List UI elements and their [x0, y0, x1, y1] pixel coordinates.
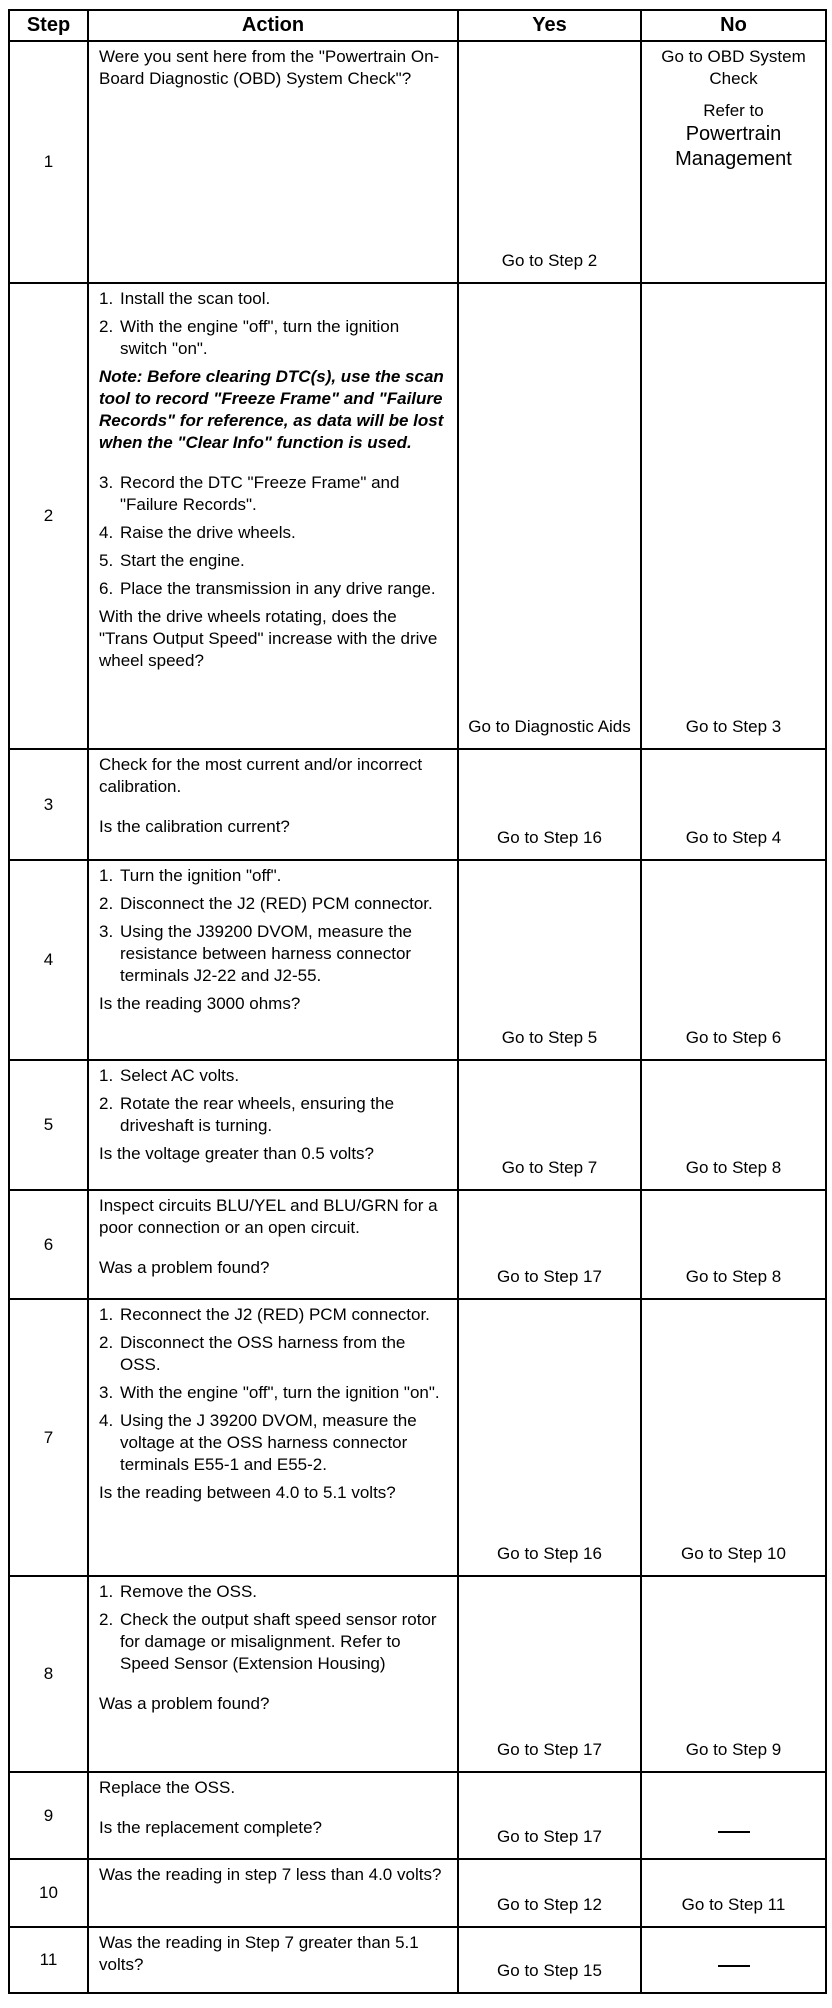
action-step: 1. Turn the ignition "off".: [99, 866, 282, 885]
no-result: [641, 1772, 826, 1859]
no-result-line1: Go to OBD System Check: [661, 47, 806, 88]
action-step: 6. Place the transmission in any drive range.: [99, 579, 436, 598]
action-step: 5. Start the engine.: [99, 551, 245, 570]
table-row: [9, 749, 826, 860]
action-intro: Inspect circuits BLU/YEL and BLU/GRN for a poor connection or an open circuit.: [99, 1196, 438, 1237]
action-step: 3. Record the DTC "Freeze Frame" and "Failure Records".: [99, 473, 400, 514]
action-cell: [88, 1576, 458, 1772]
yes-result: Go to Step 16: [458, 749, 641, 860]
table-row: [9, 1190, 826, 1299]
yes-result: Go to Step 17: [458, 1576, 641, 1772]
action-step: 4. Using the J 39200 DVOM, measure the voltage at the OSS harness connector terminals E55-1 and E55-2.: [99, 1411, 417, 1474]
step-number: 6: [9, 1190, 88, 1299]
step-number: 4: [9, 860, 88, 1060]
table-row: [9, 1927, 826, 1993]
table-row: [9, 1299, 826, 1576]
action-cell: [88, 1299, 458, 1576]
header-step: Step: [9, 10, 88, 41]
step-number: 1: [9, 41, 88, 283]
action-question: Is the voltage greater than 0.5 volts?: [99, 1144, 375, 1163]
action-cell: [88, 283, 458, 749]
no-result: Go to Step 3: [641, 283, 826, 749]
step-number: 11: [9, 1927, 88, 1993]
no-result-dash: [718, 1965, 750, 1968]
table-row: [9, 1060, 826, 1190]
action-cell: [88, 860, 458, 1060]
step-number: 9: [9, 1772, 88, 1859]
action-step: 3. With the engine "off", turn the ignition "on".: [99, 1383, 440, 1402]
action-cell: [88, 1060, 458, 1190]
table-row: [9, 1576, 826, 1772]
step-number: 5: [9, 1060, 88, 1190]
yes-result: Go to Step 15: [458, 1927, 641, 1993]
action-question: Is the calibration current?: [99, 817, 290, 836]
action-question: Is the replacement complete?: [99, 1818, 323, 1837]
header-row: [9, 10, 826, 41]
action-cell: [88, 749, 458, 860]
action-steps: [99, 865, 447, 987]
no-result: [641, 1927, 826, 1993]
header-yes: Yes: [458, 10, 641, 41]
yes-result: Go to Step 17: [458, 1772, 641, 1859]
action-step: 2. Rotate the rear wheels, ensuring the driveshaft is turning.: [99, 1094, 395, 1135]
action-step: 4. Raise the drive wheels.: [99, 523, 296, 542]
action-question: Were you sent here from the "Powertrain On-Board Diagnostic (OBD) System Check"?: [99, 47, 440, 88]
action-question: Was a problem found?: [99, 1258, 270, 1277]
step-number: 8: [9, 1576, 88, 1772]
yes-result: Go to Step 5: [458, 860, 641, 1060]
action-question: Was the reading in step 7 less than 4.0 volts?: [99, 1865, 442, 1884]
action-question: Was the reading in Step 7 greater than 5.1 volts?: [99, 1933, 419, 1974]
action-step: 3. Using the J39200 DVOM, measure the resistance between harness connector terminals J2-22 and J2-55.: [99, 922, 412, 985]
action-steps: [99, 1304, 447, 1476]
table-row: [9, 1772, 826, 1859]
no-result-line2: Refer to: [703, 101, 764, 120]
action-cell: [88, 41, 458, 283]
action-question: Was a problem found?: [99, 1694, 270, 1713]
no-result: [641, 41, 826, 283]
action-step: 2. Disconnect the OSS harness from the OSS.: [99, 1333, 406, 1374]
table-row: [9, 860, 826, 1060]
table-row: [9, 41, 826, 283]
yes-result: Go to Step 12: [458, 1859, 641, 1927]
table-row: [9, 1859, 826, 1927]
action-step: 2. Check the output shaft speed sensor rotor for damage or misalignment. Refer to Speed Sensor (Extension Housing): [99, 1610, 437, 1673]
diagnostic-table: [8, 9, 827, 1994]
action-steps: [99, 288, 447, 360]
yes-result: Go to Step 7: [458, 1060, 641, 1190]
action-step: 2. Disconnect the J2 (RED) PCM connector.: [99, 894, 433, 913]
no-result-dash: [718, 1831, 750, 1834]
action-cell: [88, 1772, 458, 1859]
step-number: 3: [9, 749, 88, 860]
action-steps: [99, 1065, 447, 1137]
action-step: 1. Reconnect the J2 (RED) PCM connector.: [99, 1305, 430, 1324]
action-step: 2. With the engine "off", turn the ignition switch "on".: [99, 317, 400, 358]
action-cell: [88, 1927, 458, 1993]
step-number: 7: [9, 1299, 88, 1576]
no-result: Go to Step 6: [641, 860, 826, 1060]
no-result: Go to Step 4: [641, 749, 826, 860]
no-result: Go to Step 11: [641, 1859, 826, 1927]
yes-result: Go to Step 2: [458, 41, 641, 283]
yes-result: Go to Step 16: [458, 1299, 641, 1576]
action-intro: Replace the OSS.: [99, 1778, 236, 1797]
action-step: 1. Select AC volts.: [99, 1066, 240, 1085]
action-question: Is the reading between 4.0 to 5.1 volts?: [99, 1483, 396, 1502]
table-row: [9, 283, 826, 749]
yes-result: Go to Diagnostic Aids: [458, 283, 641, 749]
action-intro: Check for the most current and/or incorrect calibration.: [99, 755, 423, 796]
yes-result: Go to Step 17: [458, 1190, 641, 1299]
action-question: Is the reading 3000 ohms?: [99, 994, 301, 1013]
no-result: Go to Step 10: [641, 1299, 826, 1576]
no-result: Go to Step 8: [641, 1190, 826, 1299]
no-result: Go to Step 9: [641, 1576, 826, 1772]
action-steps: [99, 1581, 447, 1675]
action-step: 1. Install the scan tool.: [99, 289, 271, 308]
action-note: Note: Before clearing DTC(s), use the scan tool to record "Freeze Frame" and "Failure Records" for reference, as data will be lost when the "Clear Info" function is used.: [99, 367, 444, 452]
step-number: 2: [9, 283, 88, 749]
no-result-line3: Powertrain Management: [675, 123, 792, 170]
action-step: 1. Remove the OSS.: [99, 1582, 258, 1601]
action-question: With the drive wheels rotating, does the "Trans Output Speed" increase with the drive wheel speed?: [99, 607, 438, 670]
step-number: 10: [9, 1859, 88, 1927]
action-steps: [99, 472, 447, 600]
header-action: Action: [88, 10, 458, 41]
action-cell: [88, 1190, 458, 1299]
header-no: No: [641, 10, 826, 41]
no-result: Go to Step 8: [641, 1060, 826, 1190]
action-cell: [88, 1859, 458, 1927]
